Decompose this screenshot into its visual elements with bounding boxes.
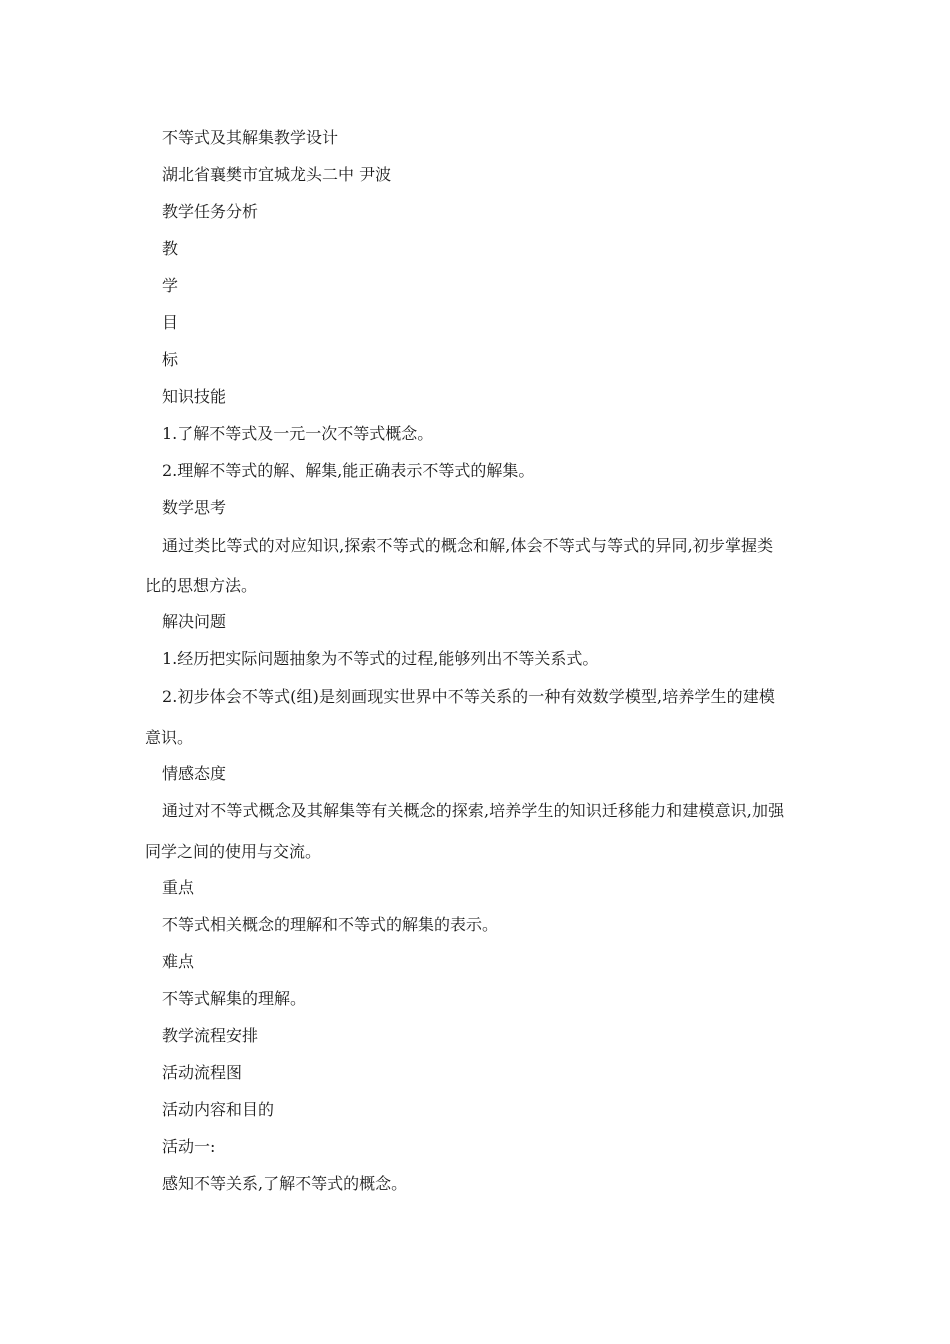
heading-math-thinking: 数学思考 bbox=[162, 498, 227, 517]
problem-solving-item: 2.初步体会不等式(组)是刻画现实世界中不等关系的一种有效数学模型,培养学生的建模 bbox=[162, 687, 775, 706]
knowledge-item: 1.了解不等式及一元一次不等式概念。 bbox=[162, 424, 434, 443]
problem-solving-item-cont: 意识。 bbox=[145, 728, 194, 747]
math-thinking-text-cont: 比的思想方法。 bbox=[145, 576, 258, 595]
vertical-label-char: 学 bbox=[162, 276, 179, 295]
activity-label: 活动一: bbox=[162, 1137, 216, 1156]
vertical-label-char: 教 bbox=[162, 239, 179, 258]
math-thinking-text: 通过类比等式的对应知识,探索不等式的概念和解,体会不等式与等式的异同,初步掌握类 bbox=[162, 536, 774, 555]
vertical-label-char: 标 bbox=[162, 350, 179, 369]
document-title: 不等式及其解集教学设计 bbox=[162, 128, 339, 147]
heading-key-point: 重点 bbox=[162, 878, 195, 897]
attitude-text-cont: 同学之间的使用与交流。 bbox=[145, 842, 322, 861]
author-line: 湖北省襄樊市宜城龙头二中 尹波 bbox=[162, 165, 392, 184]
heading-difficulty: 难点 bbox=[162, 952, 195, 971]
attitude-text: 通过对不等式概念及其解集等有关概念的探索,培养学生的知识迁移能力和建模意识,加强 bbox=[162, 801, 785, 820]
flow-content-label: 活动内容和目的 bbox=[162, 1100, 275, 1119]
heading-flow: 教学流程安排 bbox=[162, 1026, 259, 1045]
heading-attitude: 情感态度 bbox=[162, 764, 227, 783]
knowledge-item: 2.理解不等式的解、解集,能正确表示不等式的解集。 bbox=[162, 461, 535, 480]
key-point-text: 不等式相关概念的理解和不等式的解集的表示。 bbox=[162, 915, 499, 934]
vertical-label-char: 目 bbox=[162, 313, 179, 332]
heading-knowledge-skill: 知识技能 bbox=[162, 387, 227, 406]
difficulty-text: 不等式解集的理解。 bbox=[162, 989, 307, 1008]
activity-text: 感知不等关系,了解不等式的概念。 bbox=[162, 1174, 408, 1193]
heading-problem-solving: 解决问题 bbox=[162, 612, 227, 631]
flow-chart-label: 活动流程图 bbox=[162, 1063, 243, 1082]
problem-solving-item: 1.经历把实际问题抽象为不等式的过程,能够列出不等关系式。 bbox=[162, 649, 599, 668]
section-heading-task-analysis: 教学任务分析 bbox=[162, 202, 259, 221]
